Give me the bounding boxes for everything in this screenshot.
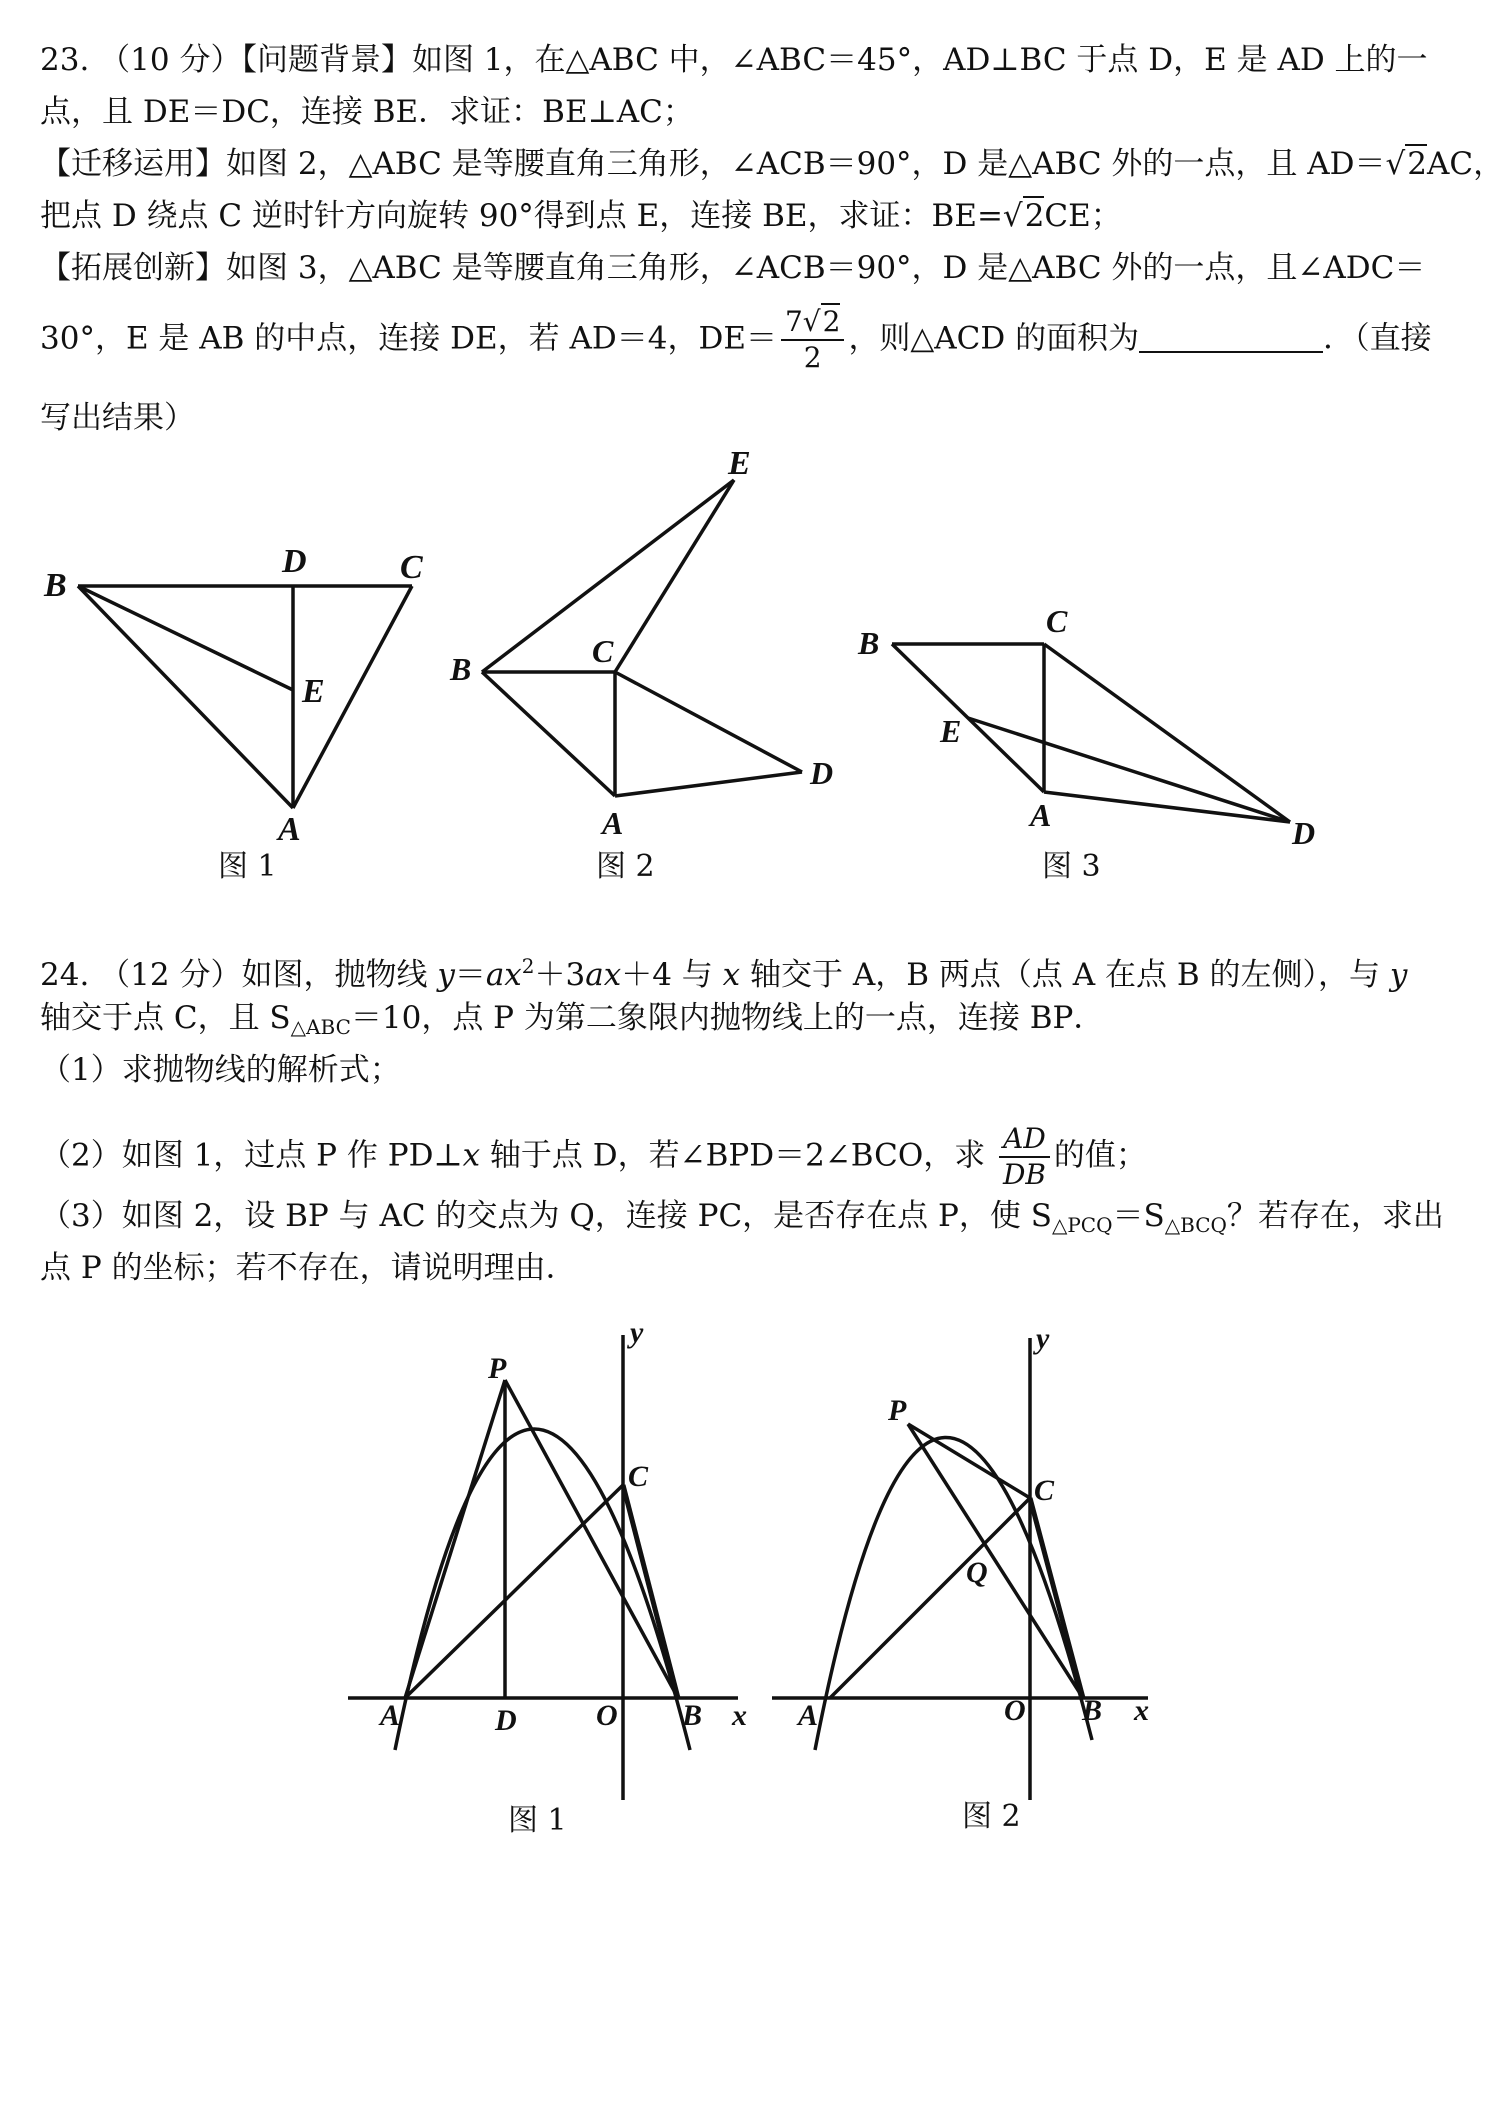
q23-de-num-b: 2 [822,305,841,338]
fig2-label-B: B [450,651,472,687]
fig1-label-B: B [44,567,67,604]
q24-fig1-label-D: D [495,1704,517,1737]
fig2-caption: 图 2 [596,849,655,884]
q23-line-2: 点，且 DE＝DC，连接 BE．求证：BE⊥AC； [40,94,694,130]
eq-ax: ax [485,957,522,993]
eq-rest-2: ＋4 与 [621,957,723,993]
q23-line-7: 写出结果） [40,400,195,436]
q24-line-1b: 轴交于 A，B 两点（点 A 在点 B 的左侧），与 [740,957,1390,993]
q23-de-num-a: 7√ [784,305,821,338]
q24-fig2-label-O: O [1004,1694,1026,1727]
q23-figures [0,440,1492,900]
eq-rest-1: ＋3 [534,957,586,993]
q24-part-3b: ＝S [1112,1198,1165,1234]
eq-x: x [722,957,741,993]
fig2-label-A: A [602,805,624,841]
q24-part-1: （1）求抛物线的解析式； [40,1052,401,1088]
fig3-label-A: A [1030,797,1052,833]
q23-line-3 [40,144,1504,184]
q24-fig1-label-P: P [488,1352,507,1385]
answer-blank [1139,323,1323,353]
q24-part-2c: 的值； [1053,1137,1147,1174]
q23-line-3a: 【迁移运用】如图 2，△ABC 是等腰直角三角形，∠ACB＝90°，D 是△ABC 外的一点，且 AD＝√ [40,146,1406,182]
q23-de-numerator [781,305,844,341]
eq-square: 2 [521,954,535,978]
q24-part-2-x: x [462,1137,481,1174]
q24-line-2a: 轴交于点 C，且 S [40,1000,291,1036]
q24-part-3c: ？若存在，求出 [1226,1198,1444,1234]
q24-fig2-label-x: x [1134,1694,1149,1727]
fig1-label-D: D [282,543,307,580]
q24-fig1-caption: 图 1 [508,1803,567,1838]
q24-fig2-label-P: P [888,1394,907,1427]
q23-line-4 [40,196,1122,236]
fig3-label-B: B [858,625,880,661]
eq-y: y [437,957,455,993]
fig1-label-E: E [302,673,325,710]
q23-line-3c: AC， [1427,146,1504,182]
q24-fig2-label-y: y [1036,1322,1050,1355]
q24-fig1-label-y: y [630,1316,644,1349]
q23-line-6 [40,305,1432,375]
q23-line-6b: ，则△ACD 的面积为 [848,320,1140,357]
q23-line-5: 【拓展创新】如图 3，△ABC 是等腰直角三角形，∠ACB＝90°，D 是△ABC 外的一点，且∠ADC＝ [40,250,1426,286]
q24-part-2b: 轴于点 D，若∠BPD＝2∠BCO，求 [480,1137,996,1174]
q24-part-3-sub1: △PCQ [1051,1213,1113,1237]
q24-part-3-sub2: △BCQ [1164,1213,1227,1237]
q23-line-1: 23. （10 分）【问题背景】如图 1，在△ABC 中，∠ABC＝45°，AD⊥BC 于点 D，E 是 AD 上的一 [40,42,1428,78]
q24-fig1-lines [348,1335,738,1800]
q24-line-1c: y [1389,957,1408,993]
fig2-label-C: C [592,633,614,669]
q24-part-3a: （3）如图 2，设 BP 与 AC 的交点为 Q，连接 PC，是否存在点 P，使 S [40,1198,1052,1234]
fig3-label-C: C [1046,603,1068,639]
fig2-label-E: E [728,445,751,482]
q24-fig1-label-x: x [732,1699,747,1732]
q24-part-2a: （2）如图 1，过点 P 作 PD⊥ [40,1137,463,1174]
fig3-caption: 图 3 [1042,849,1101,884]
eq-equals: ＝ [454,957,486,993]
q23-de-fraction [781,305,844,375]
q24-fig2-label-Q: Q [966,1556,988,1589]
q24-fig1-label-C: C [628,1460,649,1493]
ad-db-fraction [999,1122,1050,1192]
q24-part-3 [40,1196,1444,1245]
q23-line-4a: 把点 D 绕点 C 逆时针方向旋转 90°得到点 E，连接 BE，求证：BE=√ [40,198,1023,234]
q23-fig2-lines [482,480,802,796]
q24-fig1-label-A: A [380,1699,401,1732]
q24-fig1-label-O: O [596,1699,618,1732]
q24-line-2 [40,998,1104,1047]
q23-sqrt-2b: 2 [1024,198,1045,234]
frac-denominator: DB [1002,1158,1046,1191]
q24-fig2-lines [772,1338,1148,1800]
q24-line-1 [40,946,1407,995]
q23-de-denominator: 2 [803,341,822,374]
fig1-label-A: A [278,811,301,848]
q24-fig2-label-A: A [798,1699,819,1732]
eq-ax-2: ax [585,957,622,993]
q24-fig1-label-B: B [682,1699,703,1732]
q24-fig2-caption: 图 2 [962,1799,1021,1834]
q23-line-4c: CE； [1044,198,1122,234]
q24-figures [0,1316,1492,1860]
q24-part-3-cont: 点 P 的坐标；若不存在，请说明理由． [40,1250,577,1286]
q24-fig2-label-C: C [1034,1474,1055,1507]
fig3-label-E: E [940,713,962,749]
q23-line-6c: ．（直接 [1323,320,1432,357]
fig3-label-D: D [1292,815,1316,851]
q23-line-6a: 30°，E 是 AB 的中点，连接 DE，若 AD＝4，DE＝ [40,320,777,357]
q24-fig2-label-B: B [1082,1694,1103,1727]
q24-line-1a: 24. （12 分）如图，抛物线 [40,957,438,993]
fig1-caption: 图 1 [218,849,277,884]
fig2-label-D: D [810,755,834,791]
q24-line-2b: ＝10，点 P 为第二象限内抛物线上的一点，连接 BP． [350,1000,1105,1036]
q24-line-2-sub: △ABC [290,1015,351,1039]
q23-fig1-lines [78,586,412,808]
q23-sqrt-2a: 2 [1407,146,1427,182]
fig1-label-C: C [400,549,423,586]
q24-part-2 [40,1122,1147,1192]
frac-numerator: AD [999,1122,1050,1158]
